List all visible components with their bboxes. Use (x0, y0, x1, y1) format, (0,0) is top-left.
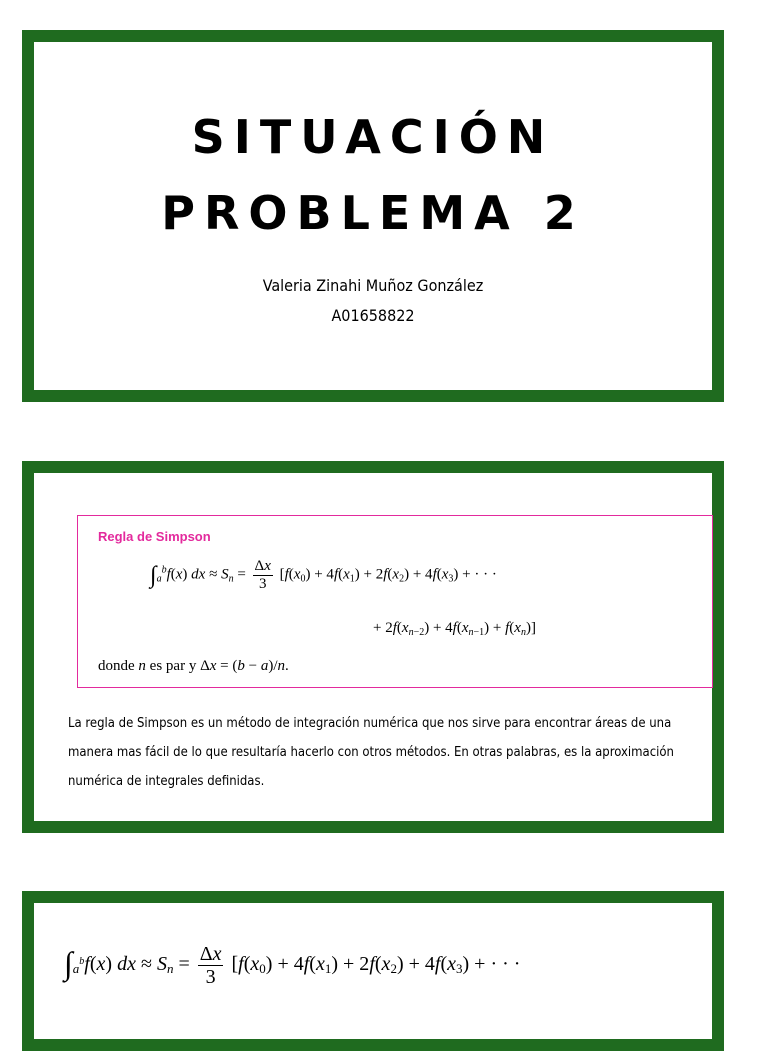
formula-note: donde n es par y Δx = (b − a)/n. (98, 658, 289, 674)
author-name: Valeria Zinahi Muñoz González (262, 276, 484, 295)
title-line-1: SITUACIÓN (191, 110, 555, 164)
simpson-rule-slide (22, 461, 724, 833)
title-line-2: PROBLEMA 2 (161, 186, 585, 240)
rule-box (77, 515, 713, 688)
formula-line-1: $\int_a^bf(x)$ dx ≈ $S_n$ = $\frac{\Delta x}{3}$ [$f(x_0) + 4f(x_1) + 2f(x_2) + 4f(x_3)$ + · · · (150, 558, 497, 592)
title-slide (22, 30, 724, 402)
student-id: A01658822 (331, 306, 415, 325)
formula-line-2: + $2f(x_{n-2}) + 4f(x_{n-1}) + f(x_n)$] (373, 620, 536, 638)
big-formula-line-1: $\int_a^bf(x)$ dx ≈ $S_n$ = $\frac{\Delta x}{3}$ [$f(x_0) + 4f(x_1) + 2f(x_2) + 4f(x_3)$ + · · · (64, 943, 521, 988)
rule-heading: Regla de Simpson (98, 529, 211, 544)
description-paragraph: La regla de Simpson es un método de integración numérica que nos sirve para encontrar áreas de una manera mas fácil de lo que resultaría hacerlo con otros métodos. En otras palabras, es la aproximación numérica de integrales definidas. (68, 716, 674, 789)
formula-slide (22, 891, 724, 1051)
